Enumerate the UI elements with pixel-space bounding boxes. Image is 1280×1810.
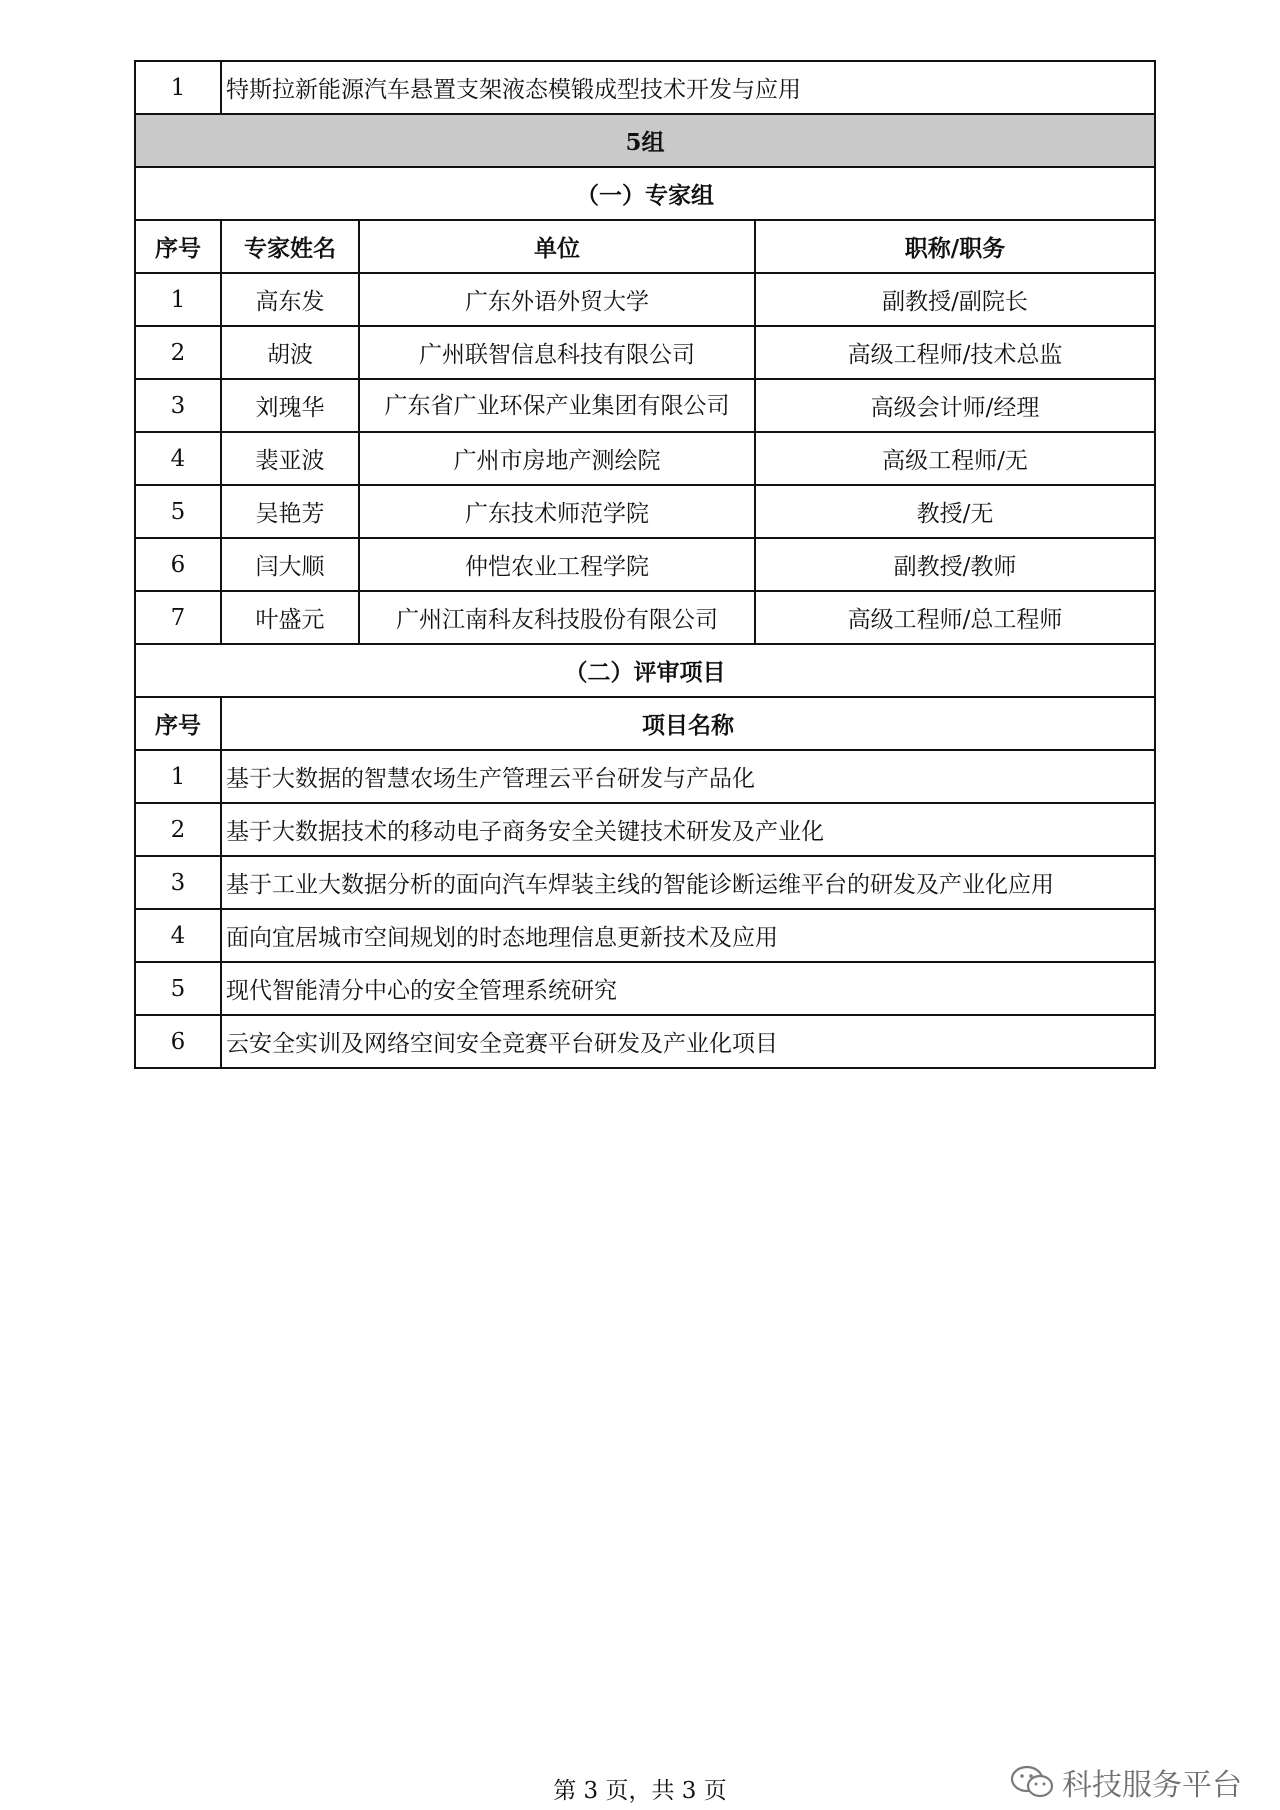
table-row [135, 962, 1155, 1015]
table-row [135, 856, 1155, 909]
table-row [135, 61, 1155, 114]
expert-title: 高级会计师/经理 [755, 379, 1155, 432]
expert-name: 闫大顺 [221, 538, 359, 591]
table-row [135, 485, 1155, 538]
expert-no: 2 [135, 326, 221, 379]
project-no: 1 [135, 750, 221, 803]
project-name: 基于工业大数据分析的面向汽车焊装主线的智能诊断运维平台的研发及产业化应用 [221, 856, 1155, 909]
col-header-name: 专家姓名 [221, 220, 359, 273]
expert-title: 副教授/教师 [755, 538, 1155, 591]
project-no: 2 [135, 803, 221, 856]
expert-name: 胡波 [221, 326, 359, 379]
expert-unit: 广东外语外贸大学 [359, 273, 755, 326]
project-name: 基于大数据技术的移动电子商务安全关键技术研发及产业化 [221, 803, 1155, 856]
table-row [135, 538, 1155, 591]
project-name: 特斯拉新能源汽车悬置支架液态模锻成型技术开发与应用 [221, 61, 1155, 114]
expert-unit: 广州江南科友科技股份有限公司 [359, 591, 755, 644]
col-header-no: 序号 [135, 220, 221, 273]
table-row [135, 909, 1155, 962]
expert-section-title: （一）专家组 [135, 167, 1155, 220]
expert-title: 高级工程师/技术总监 [755, 326, 1155, 379]
table-row [135, 326, 1155, 379]
project-name: 面向宜居城市空间规划的时态地理信息更新技术及应用 [221, 909, 1155, 962]
col-header-no: 序号 [135, 697, 221, 750]
review-table [134, 60, 1156, 1069]
expert-no: 7 [135, 591, 221, 644]
expert-no: 3 [135, 379, 221, 432]
expert-name: 刘瑰华 [221, 379, 359, 432]
expert-title: 高级工程师/总工程师 [755, 591, 1155, 644]
section-header-row [135, 644, 1155, 697]
expert-no: 5 [135, 485, 221, 538]
row-no: 1 [135, 61, 221, 114]
expert-header-row [135, 220, 1155, 273]
project-header-row [135, 697, 1155, 750]
project-no: 4 [135, 909, 221, 962]
project-section-title: （二）评审项目 [135, 644, 1155, 697]
expert-name: 叶盛元 [221, 591, 359, 644]
wechat-icon [1010, 1765, 1054, 1799]
col-header-project-name: 项目名称 [221, 697, 1155, 750]
expert-no: 1 [135, 273, 221, 326]
expert-name: 裴亚波 [221, 432, 359, 485]
expert-no: 6 [135, 538, 221, 591]
watermark [1010, 1760, 1242, 1804]
table-row [135, 432, 1155, 485]
col-header-unit: 单位 [359, 220, 755, 273]
project-name: 云安全实训及网络空间安全竞赛平台研发及产业化项目 [221, 1015, 1155, 1068]
expert-unit: 广东省广业环保产业集团有限公司 [359, 379, 755, 432]
expert-name: 吴艳芳 [221, 485, 359, 538]
expert-unit: 广州市房地产测绘院 [359, 432, 755, 485]
expert-unit: 仲恺农业工程学院 [359, 538, 755, 591]
expert-no: 4 [135, 432, 221, 485]
group-header-row [135, 114, 1155, 167]
expert-title: 高级工程师/无 [755, 432, 1155, 485]
expert-unit: 广东技术师范学院 [359, 485, 755, 538]
expert-title: 副教授/副院长 [755, 273, 1155, 326]
project-no: 6 [135, 1015, 221, 1068]
page-footer: 第 3 页，共 3 页 [553, 1778, 727, 1804]
project-no: 5 [135, 962, 221, 1015]
table-row [135, 273, 1155, 326]
section-header-row [135, 167, 1155, 220]
watermark-text: 科技服务平台 [1062, 1768, 1242, 1803]
project-name: 现代智能清分中心的安全管理系统研究 [221, 962, 1155, 1015]
expert-title: 教授/无 [755, 485, 1155, 538]
project-no: 3 [135, 856, 221, 909]
table-row [135, 379, 1155, 432]
expert-name: 高东发 [221, 273, 359, 326]
table-row [135, 803, 1155, 856]
expert-unit: 广州联智信息科技有限公司 [359, 326, 755, 379]
col-header-title: 职称/职务 [755, 220, 1155, 273]
table-row [135, 591, 1155, 644]
group-title: 5组 [135, 114, 1155, 167]
project-name: 基于大数据的智慧农场生产管理云平台研发与产品化 [221, 750, 1155, 803]
table-row [135, 1015, 1155, 1068]
table-row [135, 750, 1155, 803]
